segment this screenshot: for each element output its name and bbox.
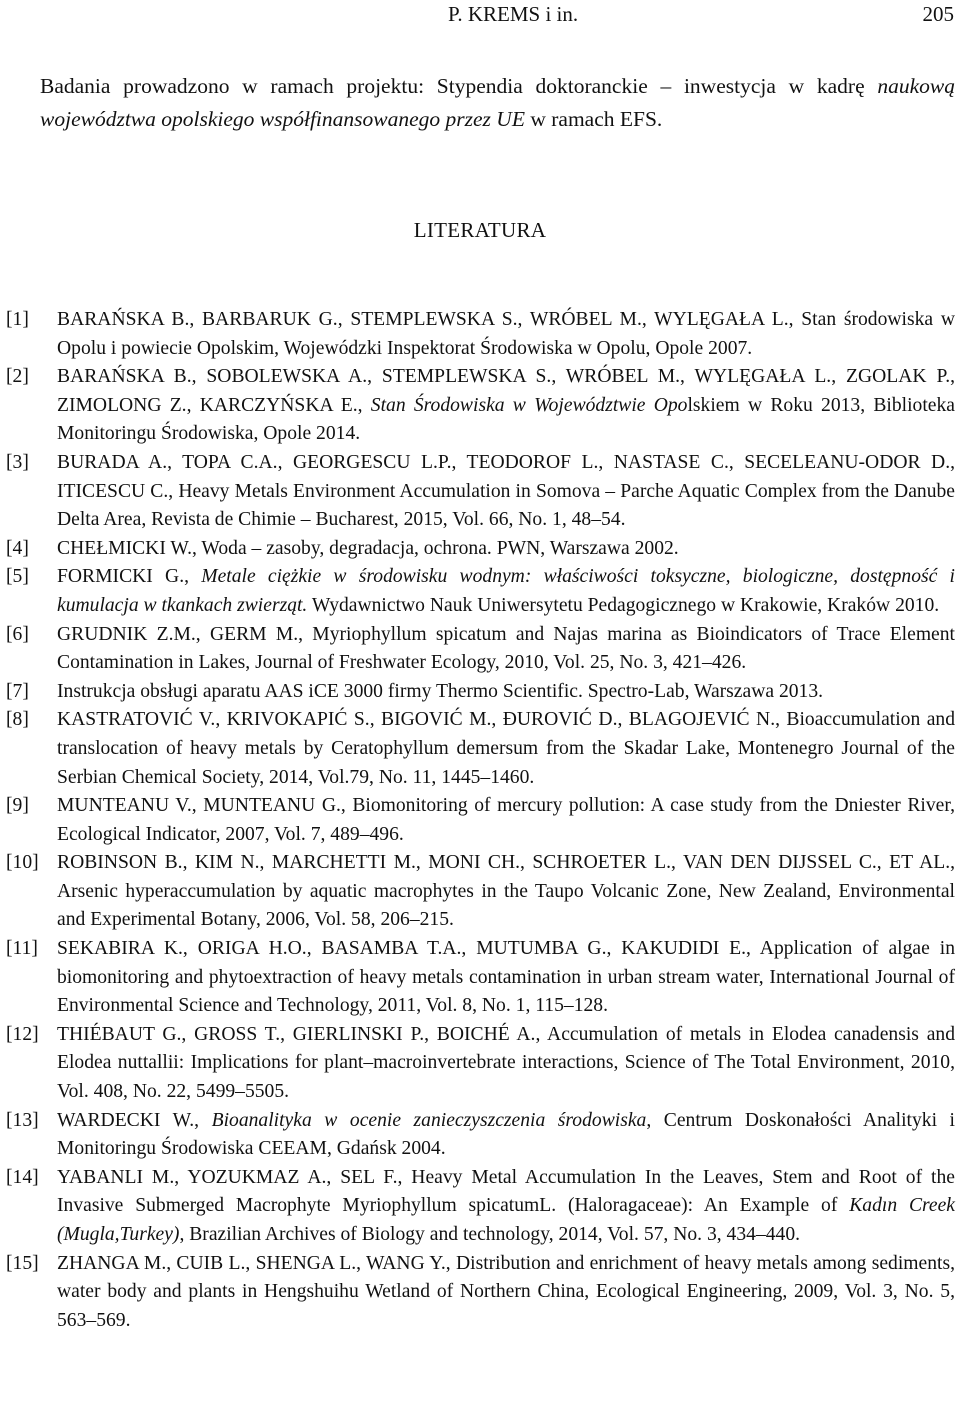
reference-number: [3] bbox=[6, 451, 29, 473]
reference-text: SEKABIRA K., ORIGA H.O., BASAMBA T.A., MUTUMBA G., KAKUDIDI E., Application of algae in biomonitoring and phytoextraction of heavy metals contamination in urban stream water, International Journal of Environmental Science and Technology, 2011, Vol. 8, No. 1, 115–128. bbox=[57, 938, 955, 1017]
reference-item bbox=[0, 1107, 955, 1164]
reference-text: BARAŃSKA B., SOBOLEWSKA A., STEMPLEWSKA S., WRÓBEL M., WYLĘGAŁA L., ZGOLAK P., ZIMOLONG Z., KARCZYŃSKA E., bbox=[57, 366, 955, 416]
ack-text-3: w ramach EFS. bbox=[524, 107, 663, 131]
reference-item bbox=[0, 792, 955, 849]
reference-item bbox=[0, 363, 955, 449]
reference-number: [4] bbox=[6, 537, 29, 559]
reference-item bbox=[0, 621, 955, 678]
reference-number: [12] bbox=[6, 1023, 39, 1045]
reference-title-italic: Kadın Creek (Mugla,Turkey) bbox=[57, 1195, 956, 1245]
reference-title-italic: Metale ciężkie w środowisku wodnym: właściwości toksyczne, biologiczne, dostępność i kumulacja w tkankach zwierząt. bbox=[57, 566, 955, 616]
reference-text-tail: , Brazilian Archives of Biology and technology, 2014, Vol. 57, No. 3, 434–440. bbox=[179, 1224, 801, 1245]
reference-title-italic: Stan Środowiska w Województwie Opo bbox=[370, 394, 688, 416]
reference-text: BARAŃSKA B., BARBARUK G., STEMPLEWSKA S., WRÓBEL M., WYLĘGAŁA L., Stan środowiska w Opolu i powiecie Opolskim, Wojewódzki Inspektorat Środowiska w Opolu, Opole 2007. bbox=[57, 309, 955, 359]
literature-heading: LITERATURA bbox=[413, 218, 547, 242]
reference-text: FORMICKI G., bbox=[57, 566, 202, 588]
ack-text-italic: naukową województwa opolskiego współfinansowanego przez UE bbox=[40, 74, 955, 131]
reference-text-tail: lskiem w Roku 2013, Biblioteka Monitoringu Środowiska, Opole 2014. bbox=[57, 394, 955, 445]
reference-item bbox=[0, 935, 955, 1021]
reference-item bbox=[0, 706, 955, 792]
reference-item bbox=[0, 535, 955, 564]
reference-list bbox=[0, 306, 960, 1335]
reference-text-tail: Wydawnictwo Nauk Uniwersytetu Pedagogicznego w Krakowie, Kraków 2010. bbox=[307, 594, 940, 616]
reference-text-tail: , Centrum Doskonałości Analityki i Monitoringu Środowiska CEEAM, Gdańsk 2004. bbox=[57, 1109, 955, 1160]
reference-item bbox=[0, 678, 955, 707]
reference-number: [7] bbox=[6, 680, 29, 702]
reference-text: YABANLI M., YOZUKMAZ A., SEL F., Heavy Metal Accumulation In the Leaves, Stem and Root of the Invasive Submerged Macrophyte Myriophyllum spicatumL. (Haloragaceae): An Example of bbox=[57, 1166, 955, 1217]
reference-number: [9] bbox=[6, 795, 29, 817]
reference-item bbox=[0, 563, 955, 620]
reference-number: [5] bbox=[6, 566, 29, 588]
reference-item bbox=[0, 849, 955, 935]
page-number: 205 bbox=[922, 2, 954, 26]
reference-number: [2] bbox=[6, 366, 29, 388]
reference-number: [15] bbox=[6, 1252, 39, 1274]
ack-text-1: Badania prowadzono w ramach projektu: Stypendia doktoranckie – inwestycja w kadrę bbox=[40, 74, 878, 98]
reference-item bbox=[0, 306, 955, 363]
reference-item bbox=[0, 1164, 955, 1250]
reference-text: CHEŁMICKI W., Woda – zasoby, degradacja, ochrona. PWN, Warszawa 2002. bbox=[57, 537, 679, 559]
reference-text: ZHANGA M., CUIB L., SHENGA L., WANG Y., Distribution and enrichment of heavy metals among sediments, water body and plants in Hengshuihu Wetland of Northern China, Ecological Engineering, 2009, Vol. 3, No. 5, 563–569. bbox=[57, 1252, 955, 1331]
reference-number: [13] bbox=[6, 1109, 39, 1131]
header-authors: P. KREMS i in. bbox=[448, 2, 579, 26]
reference-item bbox=[0, 449, 955, 535]
reference-text: WARDECKI W., bbox=[57, 1109, 212, 1131]
reference-number: [14] bbox=[6, 1166, 39, 1188]
reference-text: ROBINSON B., KIM N., MARCHETTI M., MONI CH., SCHROETER L., VAN DEN DIJSSEL C., ET AL., Arsenic hyperaccumulation by aquatic macrophytes in the Taupo Volcanic Zone, New Zealand, Environmental and Experimental Botany, 2006, Vol. 58, 206–215. bbox=[57, 852, 955, 931]
reference-number: [6] bbox=[6, 623, 29, 645]
reference-text: BURADA A., TOPA C.A., GEORGESCU L.P., TEODOROF L., NASTASE C., SECELEANU-ODOR D., ITICESCU C., Heavy Metals Environment Accumulation in Somova – Parche Aquatic Complex from the Danube Delta Area, Revista de Chimie – Bucharest, 2015, Vol. 66, No. 1, 48–54. bbox=[57, 451, 955, 531]
reference-text: MUNTEANU V., MUNTEANU G., Biomonitoring of mercury pollution: A case study from the Dniester River, Ecological Indicator, 2007, Vol. 7, 489–496. bbox=[57, 795, 955, 845]
reference-number: [11] bbox=[6, 938, 38, 960]
reference-number: [10] bbox=[6, 852, 39, 874]
reference-text: THIÉBAUT G., GROSS T., GIERLINSKI P., BOICHÉ A., Accumulation of metals in Elodea canadensis and Elodea nuttallii: Implications for plant–macroinvertebrate interactions, Science of The Total Environment, 2010, Vol. 408, No. 22, 5499–5505. bbox=[57, 1023, 955, 1103]
reference-item bbox=[0, 1250, 955, 1336]
reference-text: KASTRATOVIĆ V., KRIVOKAPIĆ S., BIGOVIĆ M., ĐUROVIĆ D., BLAGOJEVIĆ N., Bioaccumulation and translocation of heavy metals by Ceratophyllum demersum from the Skadar Lake, Montenegro Journal of the Serbian Chemical Society, 2014, Vol.79, No. 11, 1445–1460. bbox=[57, 709, 955, 788]
reference-title-italic: Bioanalityka w ocenie zanieczyszczenia środowiska bbox=[211, 1109, 647, 1131]
acknowledgement-paragraph bbox=[40, 70, 955, 136]
reference-number: [1] bbox=[6, 309, 29, 330]
reference-text: Instrukcja obsługi aparatu AAS iCE 3000 firmy Thermo Scientific. Spectro-Lab, Warszawa 2013. bbox=[57, 680, 824, 702]
reference-item bbox=[0, 1021, 955, 1107]
running-header bbox=[40, 0, 954, 30]
reference-number: [8] bbox=[6, 709, 29, 731]
reference-text: GRUDNIK Z.M., GERM M., Myriophyllum spicatum and Najas marina as Bioindicators of Trace Element Contamination in Lakes, Journal of Freshwater Ecology, 2010, Vol. 25, No. 3, 421–426. bbox=[57, 623, 955, 674]
